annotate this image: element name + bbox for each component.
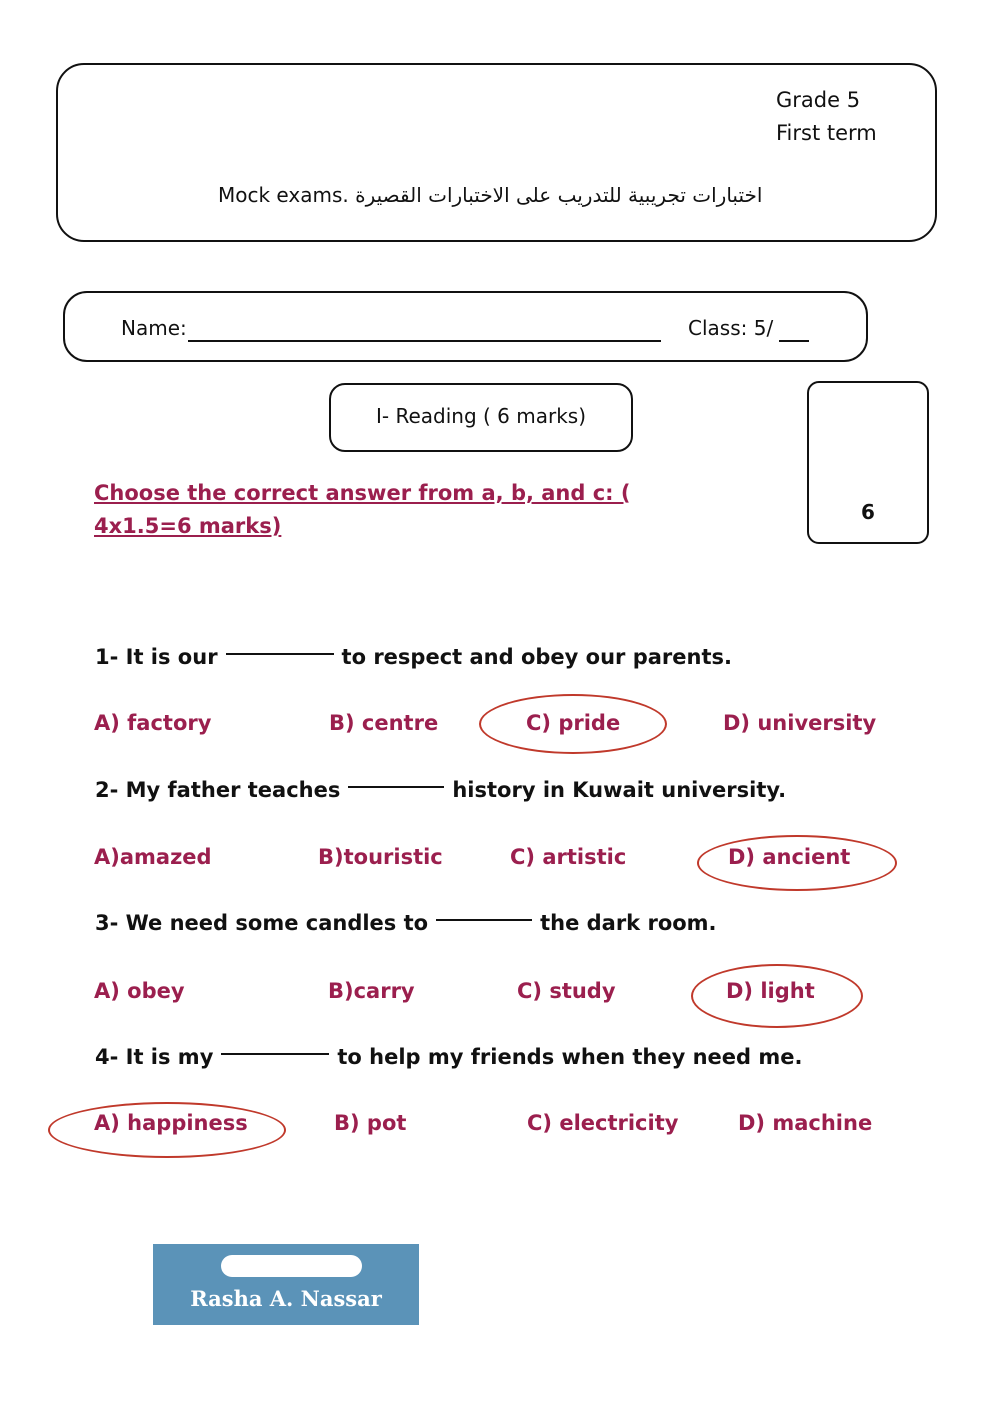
q4-option-a[interactable]: A) happiness [94,1111,248,1135]
question-4-blank [221,1053,329,1055]
class-field-line[interactable] [779,340,809,342]
q2-answer-circle [697,835,897,891]
score-value: 6 [861,500,875,524]
q2-option-b[interactable]: B)touristic [318,845,443,869]
q1-option-b[interactable]: B) centre [329,711,439,735]
q4-answer-circle [48,1102,286,1158]
question-2-blank [348,786,444,788]
term-label: First term [776,121,877,145]
section-title: I- Reading ( 6 marks) [375,404,587,428]
q2-option-d[interactable]: D) ancient [728,845,851,869]
q4-option-b[interactable]: B) pot [334,1111,407,1135]
question-1 [95,645,732,669]
question-1-before: 1- It is our [95,645,218,669]
q3-option-b[interactable]: B)carry [328,979,415,1003]
question-3-blank [436,919,532,921]
q3-option-d[interactable]: D) light [726,979,815,1003]
question-4-before: 4- It is my [95,1045,214,1069]
q1-answer-circle [479,694,667,754]
instructions: Choose the correct answer from a, b, and c: ( 4x1.5=6 marks) [94,481,631,538]
question-2-after: history in Kuwait university. [452,778,787,802]
question-4-after: to help my friends when they need me. [337,1045,803,1069]
q1-option-a[interactable]: A) factory [94,711,212,735]
grade-info [776,84,877,150]
q3-option-a[interactable]: A) obey [94,979,185,1003]
q2-option-c[interactable]: C) artistic [510,845,627,869]
class-label: Class: 5/ [688,316,774,340]
q3-answer-circle [691,964,863,1028]
question-4 [95,1045,802,1069]
question-3-after: the dark room. [540,911,717,935]
mock-exam-title: Mock exams. اختبارات تجريبية للتدريب على الاختبارات القصيرة [218,183,763,207]
q4-option-d[interactable]: D) machine [738,1111,873,1135]
q1-option-c[interactable]: C) pride [526,711,621,735]
q1-option-d[interactable]: D) university [723,711,877,735]
name-field-line[interactable] [188,340,661,342]
question-3 [95,911,717,935]
signature-name: Rasha A. Nassar [190,1286,382,1311]
q4-option-c[interactable]: C) electricity [527,1111,679,1135]
question-3-before: 3- We need some candles to [95,911,429,935]
q2-option-a[interactable]: A)amazed [94,845,212,869]
question-1-after: to respect and obey our parents. [341,645,732,669]
q3-option-c[interactable]: C) study [517,979,616,1003]
question-2 [95,778,786,802]
question-1-blank [226,653,334,655]
signature-highlight [221,1255,362,1277]
grade-label: Grade 5 [776,88,861,112]
question-2-before: 2- My father teaches [95,778,341,802]
name-label: Name: [121,316,187,340]
